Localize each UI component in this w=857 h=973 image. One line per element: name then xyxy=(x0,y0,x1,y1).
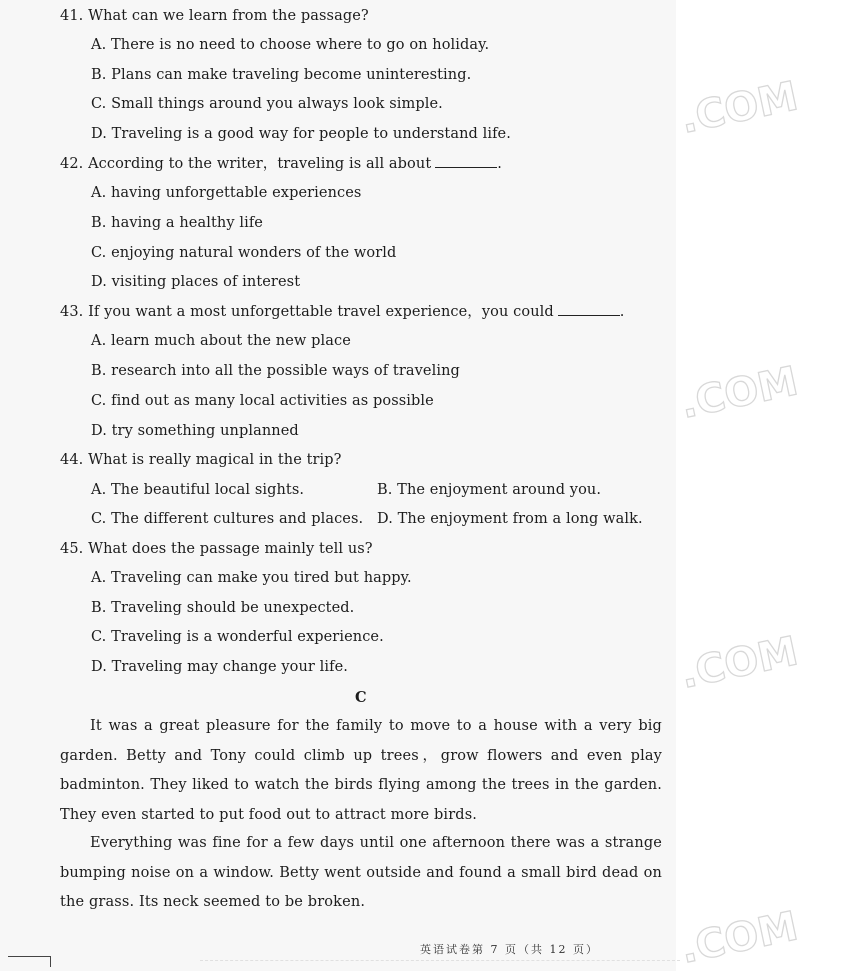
question-41-option-b: B. Plans can make traveling become uninteresting. xyxy=(91,67,472,83)
question-42-option-b: B. having a healthy life xyxy=(91,215,263,231)
question-41-option-a: A. There is no need to choose where to go on holiday. xyxy=(91,37,490,53)
bottom-edge-artifact xyxy=(200,960,680,969)
question-42: 42. According to the writer，traveling is all about . xyxy=(60,156,502,172)
passage-paragraph-1: It was a great pleasure for the family to move to a house with a very big garden. Betty and Tony could climb up trees，grow flowers and even play badminton. They liked to watch the birds flying among the trees in the garden. They even started to put food out to attract more birds. xyxy=(60,718,662,823)
question-41-option-c: C. Small things around you always look simple. xyxy=(91,96,443,112)
question-43-option-c: C. find out as many local activities as possible xyxy=(91,393,434,409)
question-43-option-b: B. research into all the possible ways of traveling xyxy=(91,363,460,379)
section-heading: C xyxy=(355,689,367,706)
question-42-option-d: D. visiting places of interest xyxy=(91,274,301,290)
question-44-option-b: B. The enjoyment around you. xyxy=(377,482,602,498)
watermark-logo: .COM xyxy=(676,73,802,143)
question-43-stem: 43. If you want a most unforgettable travel experience，you could xyxy=(60,304,554,320)
question-41-stem: 41. What can we learn from the passage? xyxy=(60,8,369,24)
question-42-option-c: C. enjoying natural wonders of the world xyxy=(91,245,397,261)
question-45-stem: 45. What does the passage mainly tell us? xyxy=(60,541,373,557)
question-45-option-b: B. Traveling should be unexpected. xyxy=(91,600,355,616)
page-footer: 英语试卷第 7 页（共 12 页） xyxy=(420,943,599,956)
crop-mark xyxy=(8,956,51,967)
question-45-option-a: A. Traveling can make you tired but happy. xyxy=(91,570,412,586)
answer-blank xyxy=(435,155,497,168)
passage-paragraph-2: Everything was fine for a few days until one afternoon there was a strange bumping noise on a window. Betty went outside and found a small bird dead on the grass. Its neck seemed to be broken. xyxy=(60,835,662,910)
question-44-option-c: C. The different cultures and places. xyxy=(91,511,364,527)
question-42-stem: 42. According to the writer，traveling is all about xyxy=(60,156,432,172)
question-44-stem: 44. What is really magical in the trip? xyxy=(60,452,342,468)
watermark-logo: .COM xyxy=(676,628,802,698)
question-43-option-d: D. try something unplanned xyxy=(91,423,299,439)
question-43: 43. If you want a most unforgettable travel experience，you could . xyxy=(60,304,625,320)
watermark-logo: .COM xyxy=(676,903,802,973)
question-42-option-a: A. having unforgettable experiences xyxy=(91,185,362,201)
answer-blank xyxy=(558,303,620,316)
question-45-option-c: C. Traveling is a wonderful experience. xyxy=(91,629,384,645)
question-44-option-d: D. The enjoyment from a long walk. xyxy=(377,511,643,527)
question-43-option-a: A. learn much about the new place xyxy=(91,333,351,349)
question-44-option-a: A. The beautiful local sights. xyxy=(91,482,305,498)
question-41-option-d: D. Traveling is a good way for people to understand life. xyxy=(91,126,511,142)
watermark-logo: .COM xyxy=(676,358,802,428)
question-45-option-d: D. Traveling may change your life. xyxy=(91,659,348,675)
